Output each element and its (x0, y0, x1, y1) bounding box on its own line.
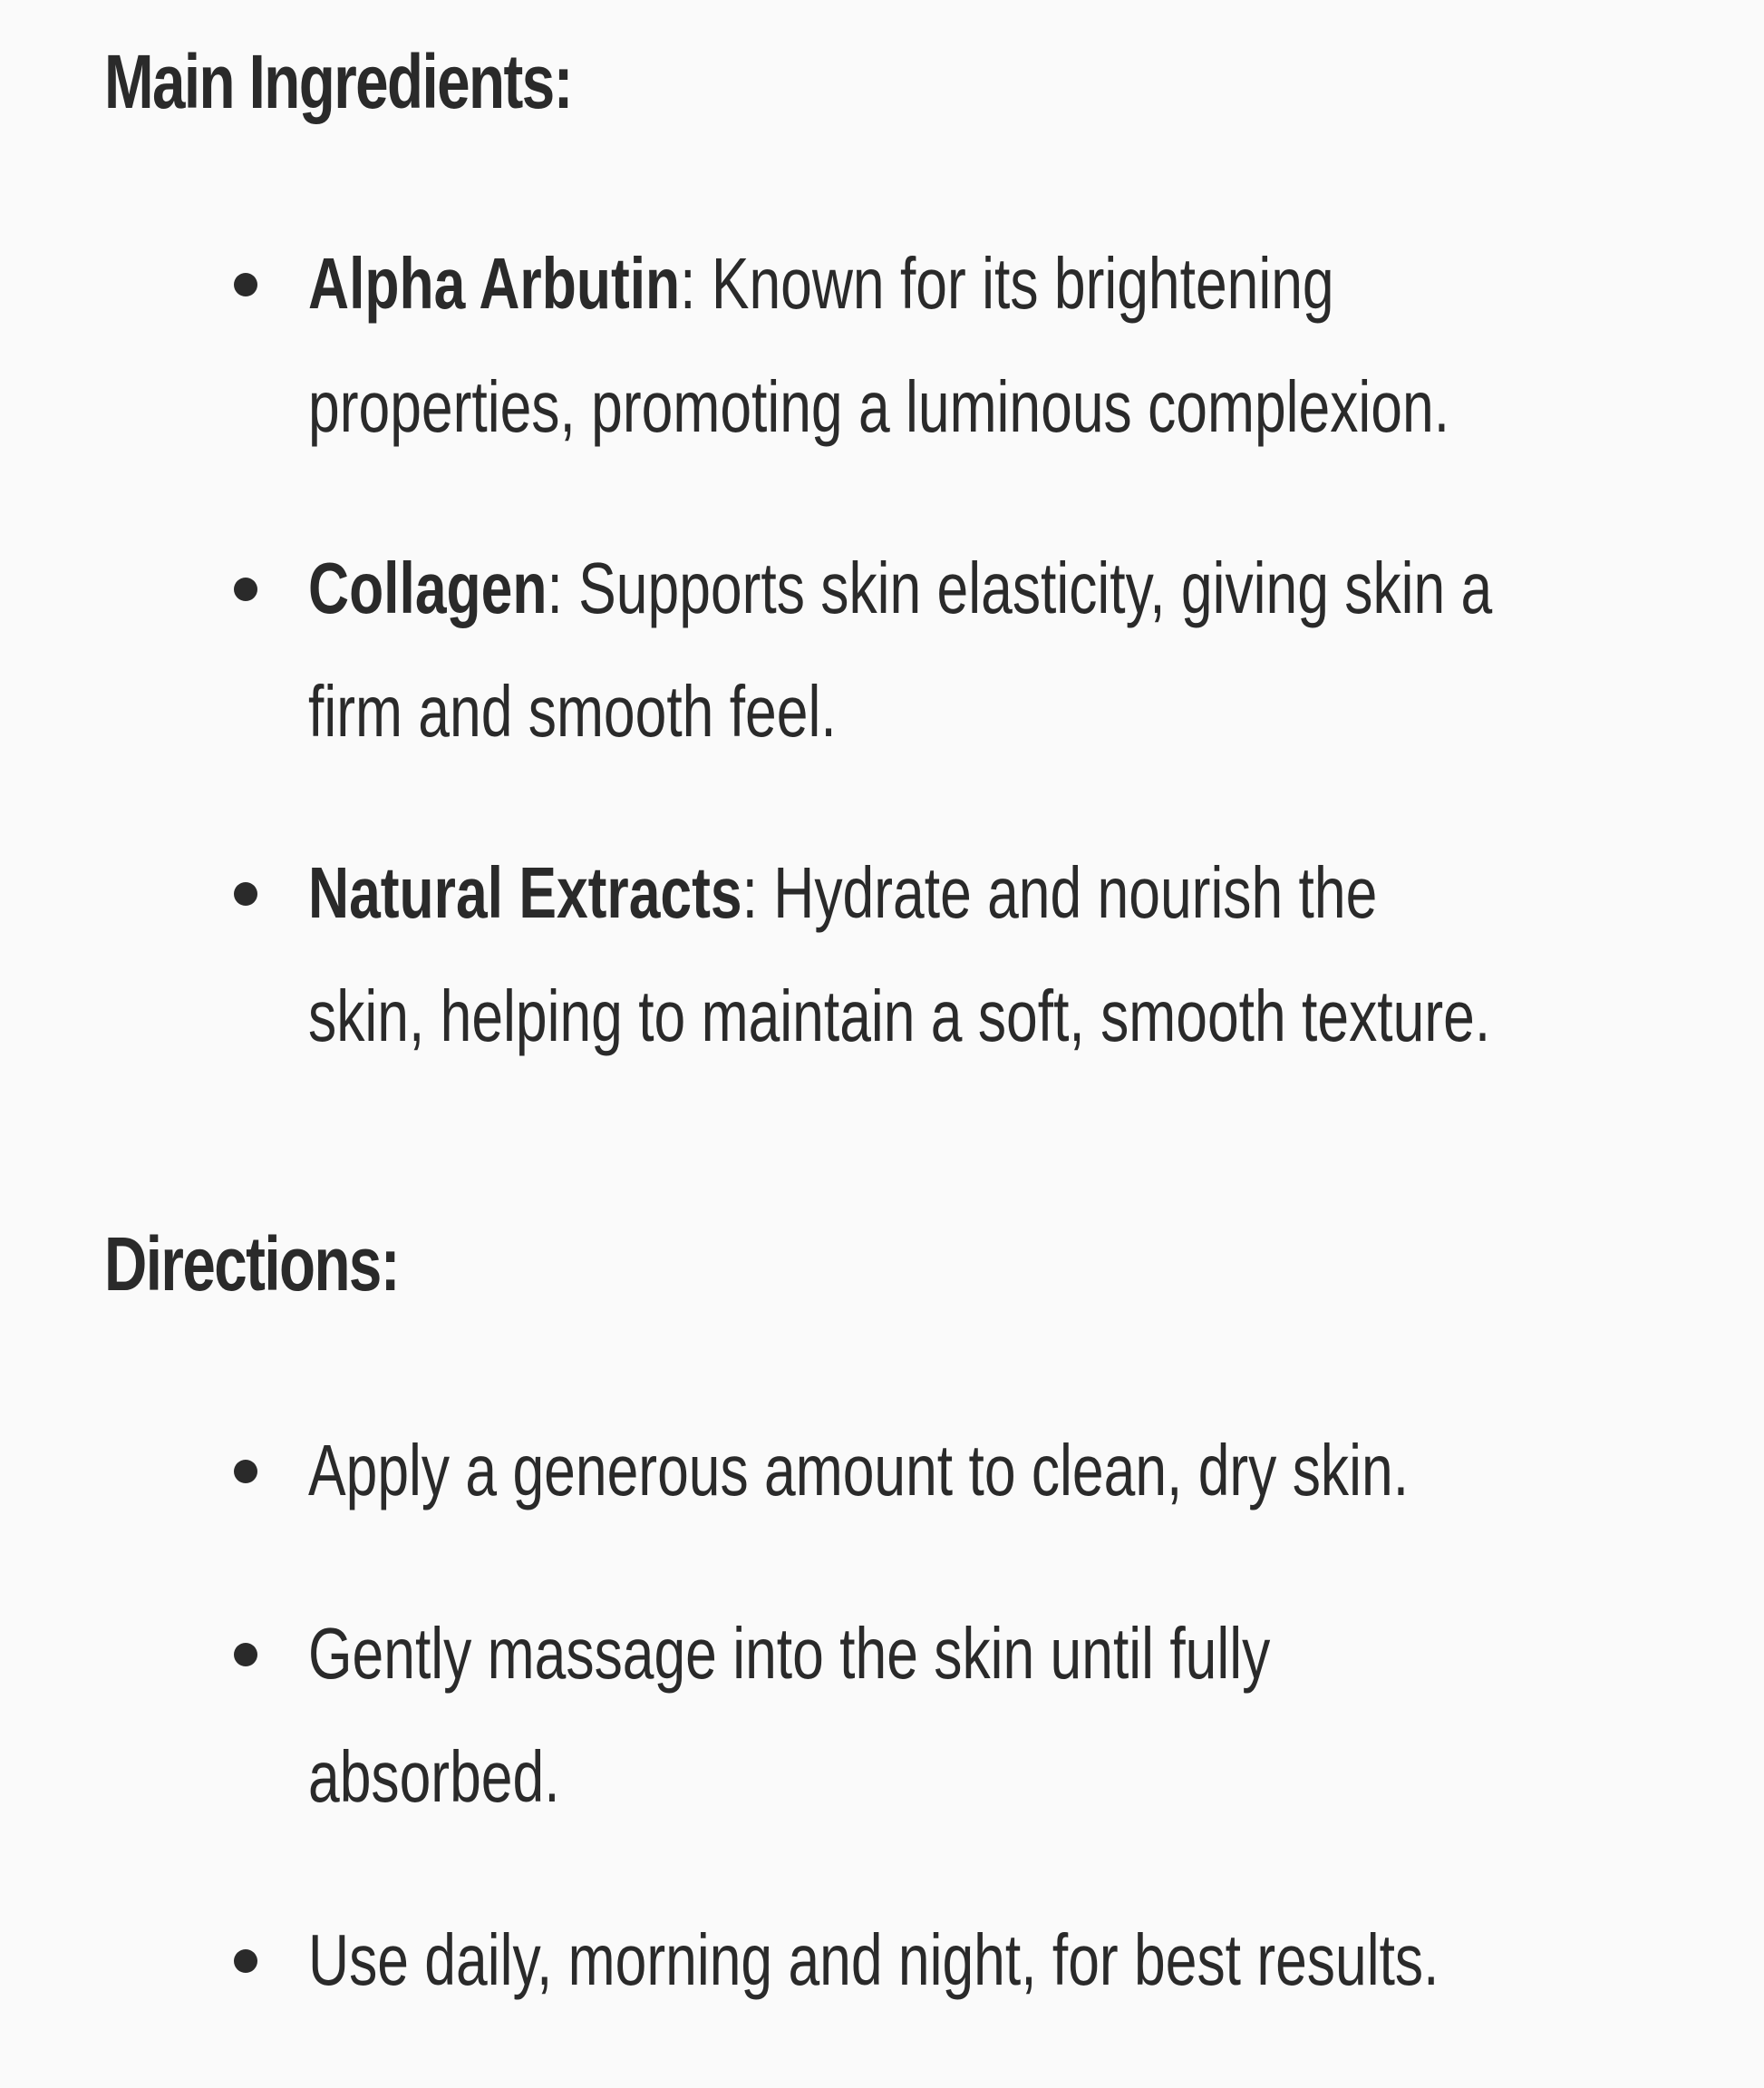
ingredient-description: : Supports skin elasticity, giving skin a (547, 548, 1493, 628)
bullet-icon (234, 1643, 257, 1666)
list-item (104, 1899, 1710, 2022)
bullet-icon (234, 882, 257, 906)
item-line-1: Use daily, morning and night, for best results. (308, 1919, 1439, 2000)
ingredient-term: Alpha Arbutin (308, 243, 681, 324)
ingredient-description: : Known for its brightening (680, 243, 1334, 324)
item-line-2: properties, promoting a luminous complexion. (308, 366, 1450, 447)
item-line-1 (308, 222, 1387, 345)
list-item (104, 527, 1710, 773)
item-line-1: Apply a generous amount to clean, dry skin. (308, 1430, 1410, 1510)
item-line-2: absorbed. (308, 1736, 560, 1817)
item-line-1: Gently massage into the skin until fully (308, 1613, 1271, 1694)
list-item (104, 1592, 1710, 1839)
list-item (104, 1409, 1710, 1532)
item-line-1 (308, 831, 1387, 955)
directions-list (104, 1409, 1710, 2022)
item-line-1 (308, 527, 1493, 650)
directions-heading: Directions: (104, 1221, 400, 1306)
bullet-icon (234, 1460, 257, 1483)
main-ingredients-heading: Main Ingredients: (104, 39, 572, 124)
bullet-icon (234, 1949, 257, 1973)
ingredient-term: Collagen (308, 548, 548, 628)
item-line-2: firm and smooth feel. (308, 671, 837, 752)
ingredients-list (104, 222, 1710, 1078)
ingredient-description: : Hydrate and nourish the (741, 852, 1378, 933)
list-item (104, 222, 1710, 469)
item-line-2: skin, helping to maintain a soft, smooth texture. (308, 976, 1491, 1056)
ingredient-term: Natural Extracts (308, 852, 742, 933)
bullet-icon (234, 578, 257, 601)
bullet-icon (234, 273, 257, 296)
list-item (104, 831, 1710, 1078)
